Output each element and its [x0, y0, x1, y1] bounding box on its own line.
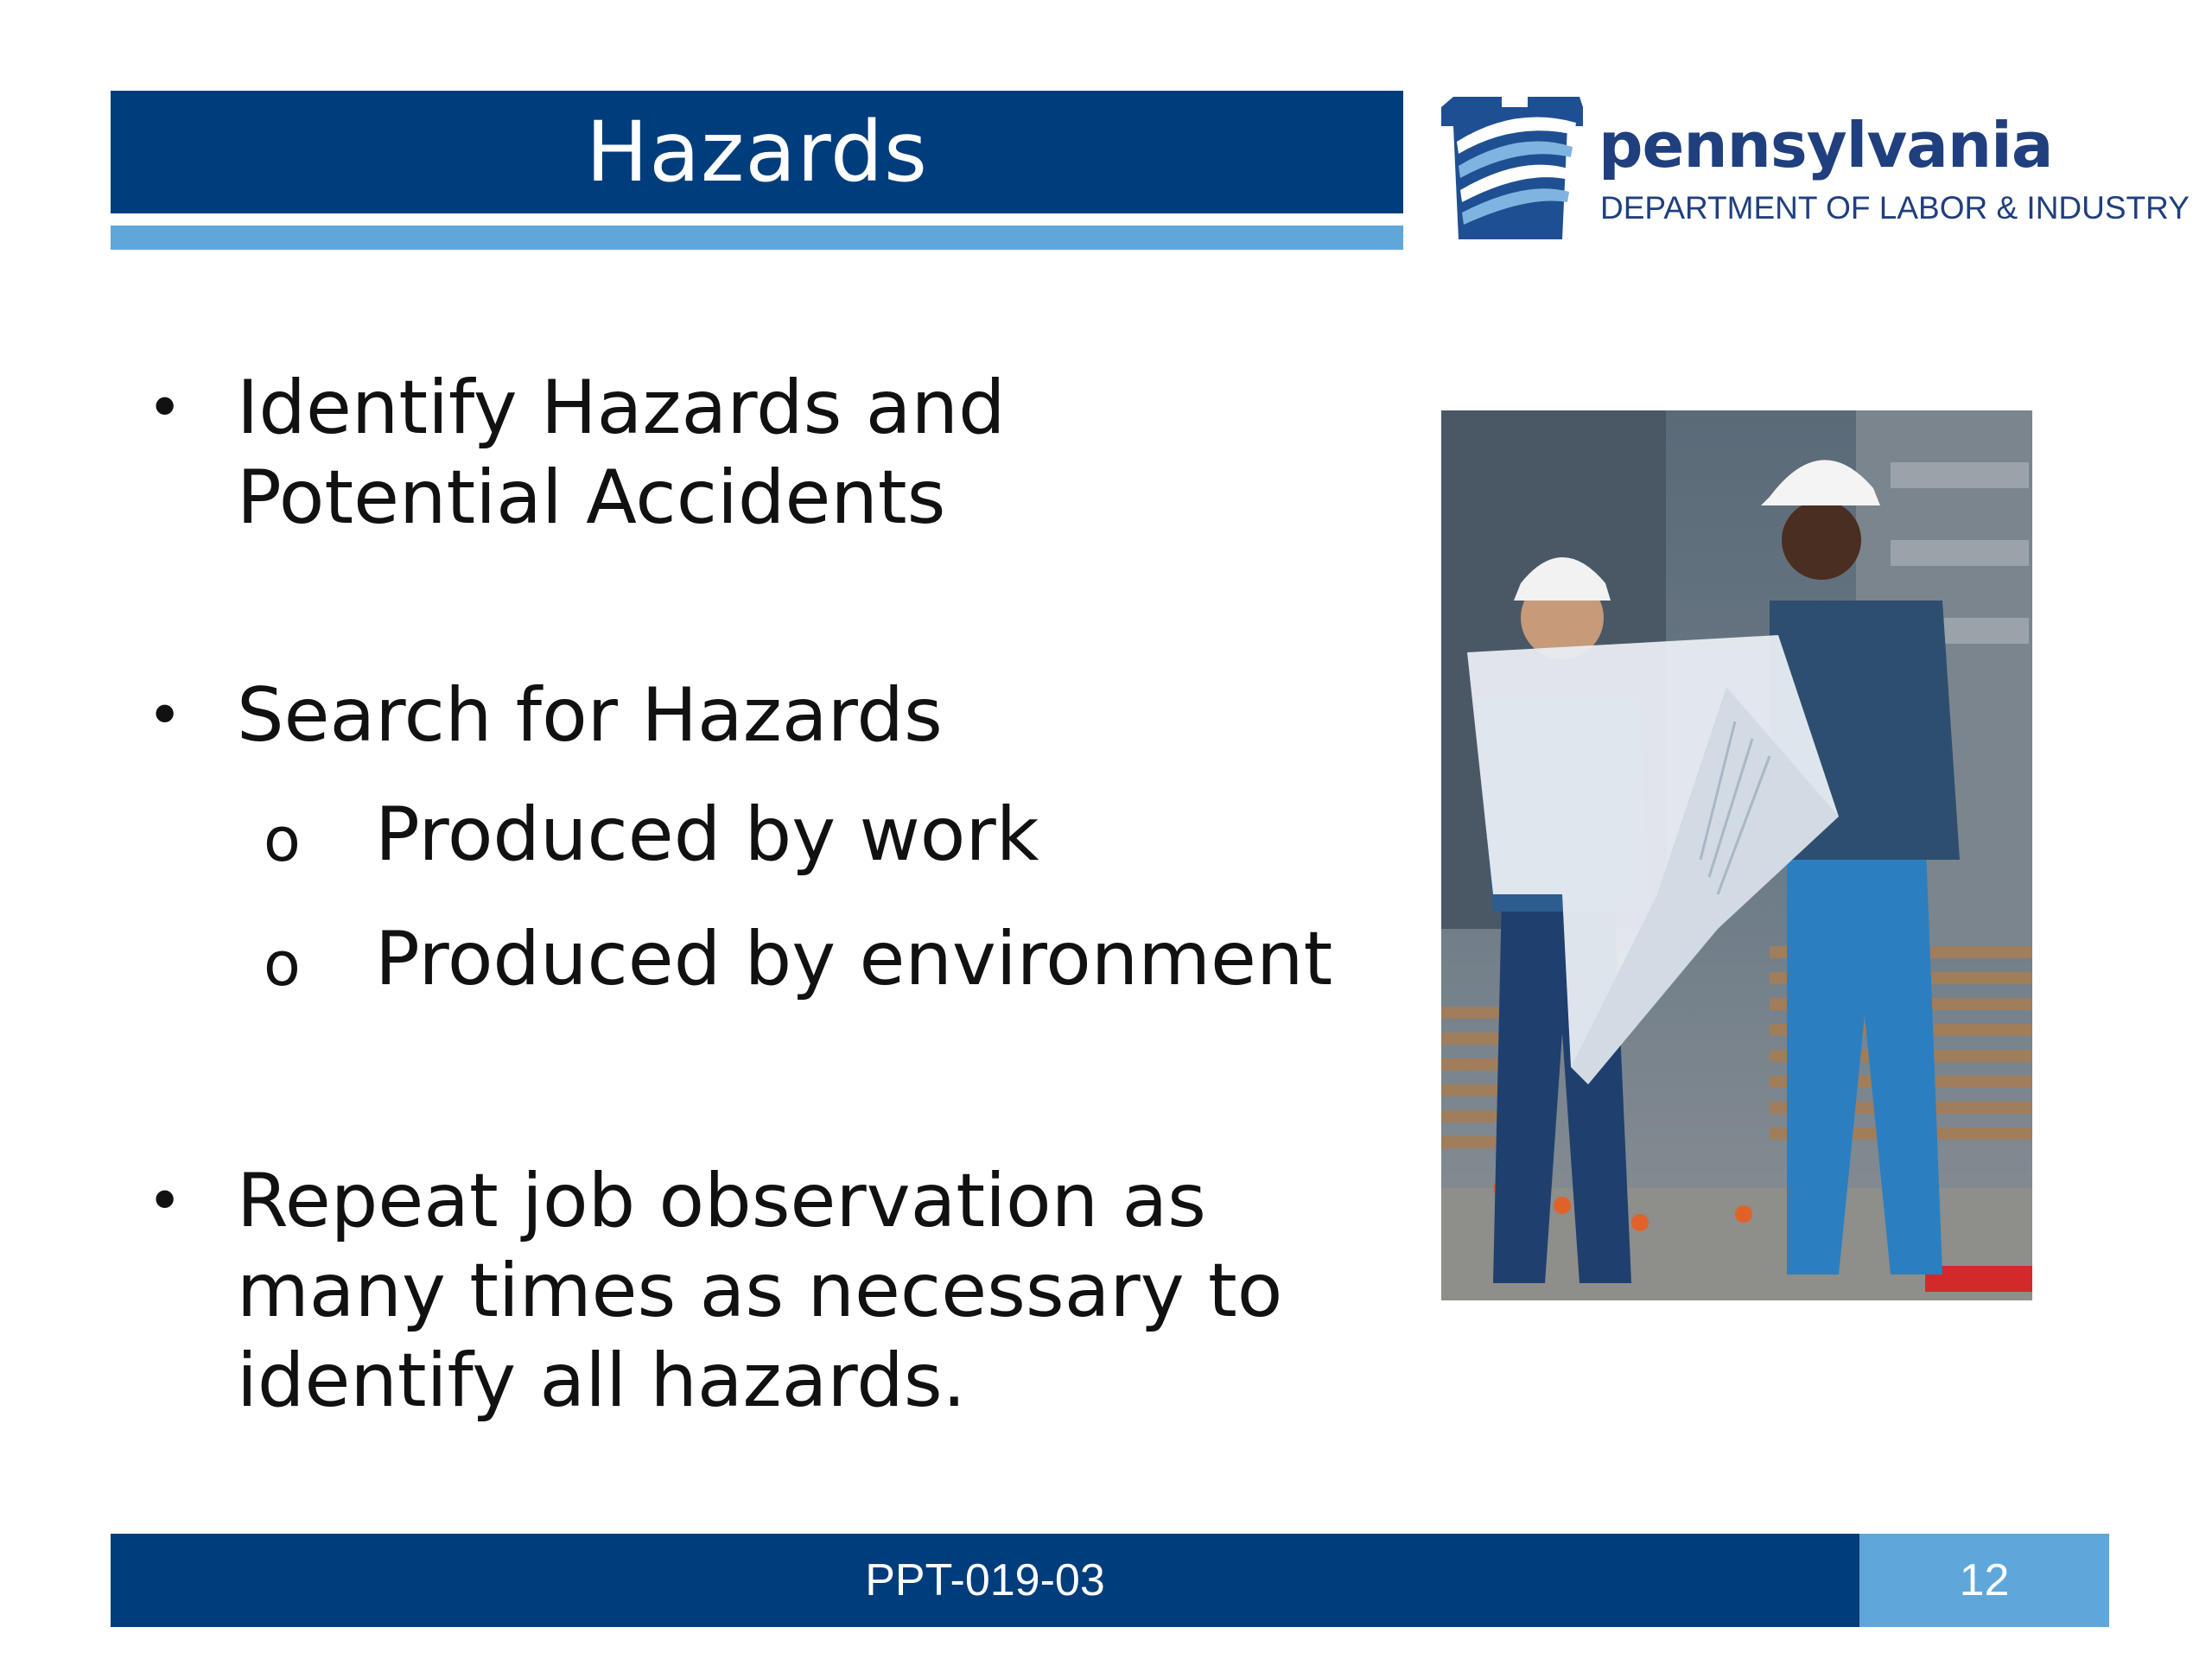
page-number: 12	[1859, 1534, 2109, 1627]
title-bar	[111, 91, 1403, 213]
footer-code: PPT-019-03	[865, 1555, 1105, 1605]
logo-wordmark: pennsylvania	[1599, 109, 2053, 181]
bullet-line: identify all hazards.	[237, 1338, 966, 1424]
logo-department: DEPARTMENT OF LABOR & INDUSTRY	[1600, 190, 2190, 226]
bullet-marker: •	[147, 680, 183, 751]
sub-bullet-text: Produced by environment	[375, 916, 1333, 1002]
bullet-line: Repeat job observation as	[237, 1158, 1206, 1244]
footer-bar	[111, 1534, 2109, 1627]
bullet-marker: •	[147, 1166, 183, 1236]
pa-labor-logo	[1441, 97, 2190, 244]
sub-bullet-marker: o	[264, 929, 301, 1000]
sub-bullet-text: Produced by work	[375, 791, 1039, 878]
bullet-line: Search for Hazards	[237, 672, 943, 759]
title-underline	[111, 226, 1403, 250]
sub-bullet-marker: o	[264, 804, 301, 875]
bullet-line: Identify Hazards and	[237, 365, 1006, 451]
keystone-logo-icon	[1441, 97, 1588, 239]
slide-title: Hazards	[586, 104, 928, 200]
bullet-line: Potential Accidents	[237, 454, 946, 541]
construction-workers-photo	[1441, 410, 2032, 1300]
bullet-line: many times as necessary to	[237, 1248, 1283, 1334]
bullet-marker: •	[147, 372, 183, 443]
